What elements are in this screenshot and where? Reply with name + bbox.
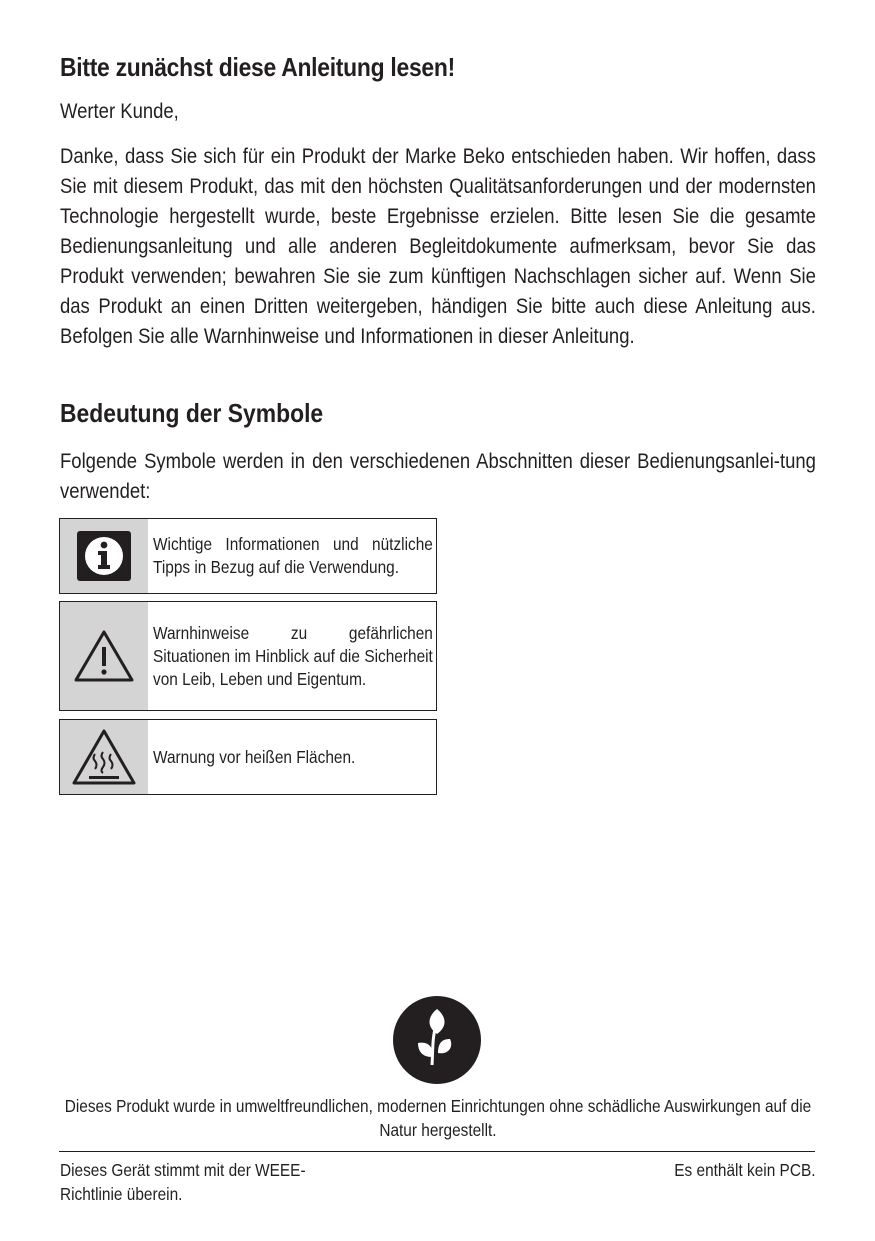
intro-paragraph: Danke, dass Sie sich für ein Produkt der Marke Beko entschieden haben. Wir hoffen, dass Sie mit diesem Produkt, das mit den höchsten Qualitätsanforderungen und der modernsten Technologie hergestellt wurde, beste Ergebnisse erzielen. Bitte lesen Sie die gesamte Bedienungsanleitung und alle anderen Begleitdokumente aufmerksam, bevor Sie das Produkt verwenden; bewahren Sie sie zum künftigen Nachschlagen sicher auf. Wenn Sie das Produkt an einen Dritten weitergeben, händigen Sie bitte auch diese Anleitung aus. Befolgen Sie alle Warnhinweise und Informationen in dieser Anleitung. (60, 145, 816, 348)
weee-compliance: Dieses Gerät stimmt mit der WEEE-Richtlinie überein. (60, 1160, 306, 1204)
info-icon (60, 519, 148, 593)
warning-triangle-icon (60, 602, 148, 710)
symbol-row-hot-surface (59, 719, 437, 795)
symbol-text-hot-surface: Warnung vor heißen Flächen. (153, 746, 356, 767)
symbol-text-warning: Warnhinweise zu gefährlichen Situationen im Hinblick auf die Sicherheit von Leib, Leben und Eigentum. (153, 622, 433, 689)
symbols-intro: Folgende Symbole werden in den verschiedenen Abschnitten dieser Bedienungsanlei-tung verwendet: (60, 450, 816, 503)
page-title: Bitte zunächst diese Anleitung lesen! (60, 52, 455, 82)
greeting: Werter Kunde, (60, 100, 179, 123)
symbol-text-info: Wichtige Informationen und nützliche Tipps in Bezug auf die Verwendung. (153, 534, 433, 577)
leaf-icon (392, 995, 482, 1085)
pcb-statement: Es enthält kein PCB. (673, 1160, 815, 1180)
symbol-row-info (59, 518, 437, 594)
eco-statement: Dieses Produkt wurde in umweltfreundlichen, modernen Einrichtungen ohne schädliche Auswirkungen auf die Natur hergestellt. (64, 1096, 812, 1140)
symbol-row-warning (59, 601, 437, 711)
symbols-heading: Bedeutung der Symbole (60, 398, 324, 428)
footer-divider (59, 1151, 815, 1152)
hot-surface-icon (60, 720, 148, 794)
